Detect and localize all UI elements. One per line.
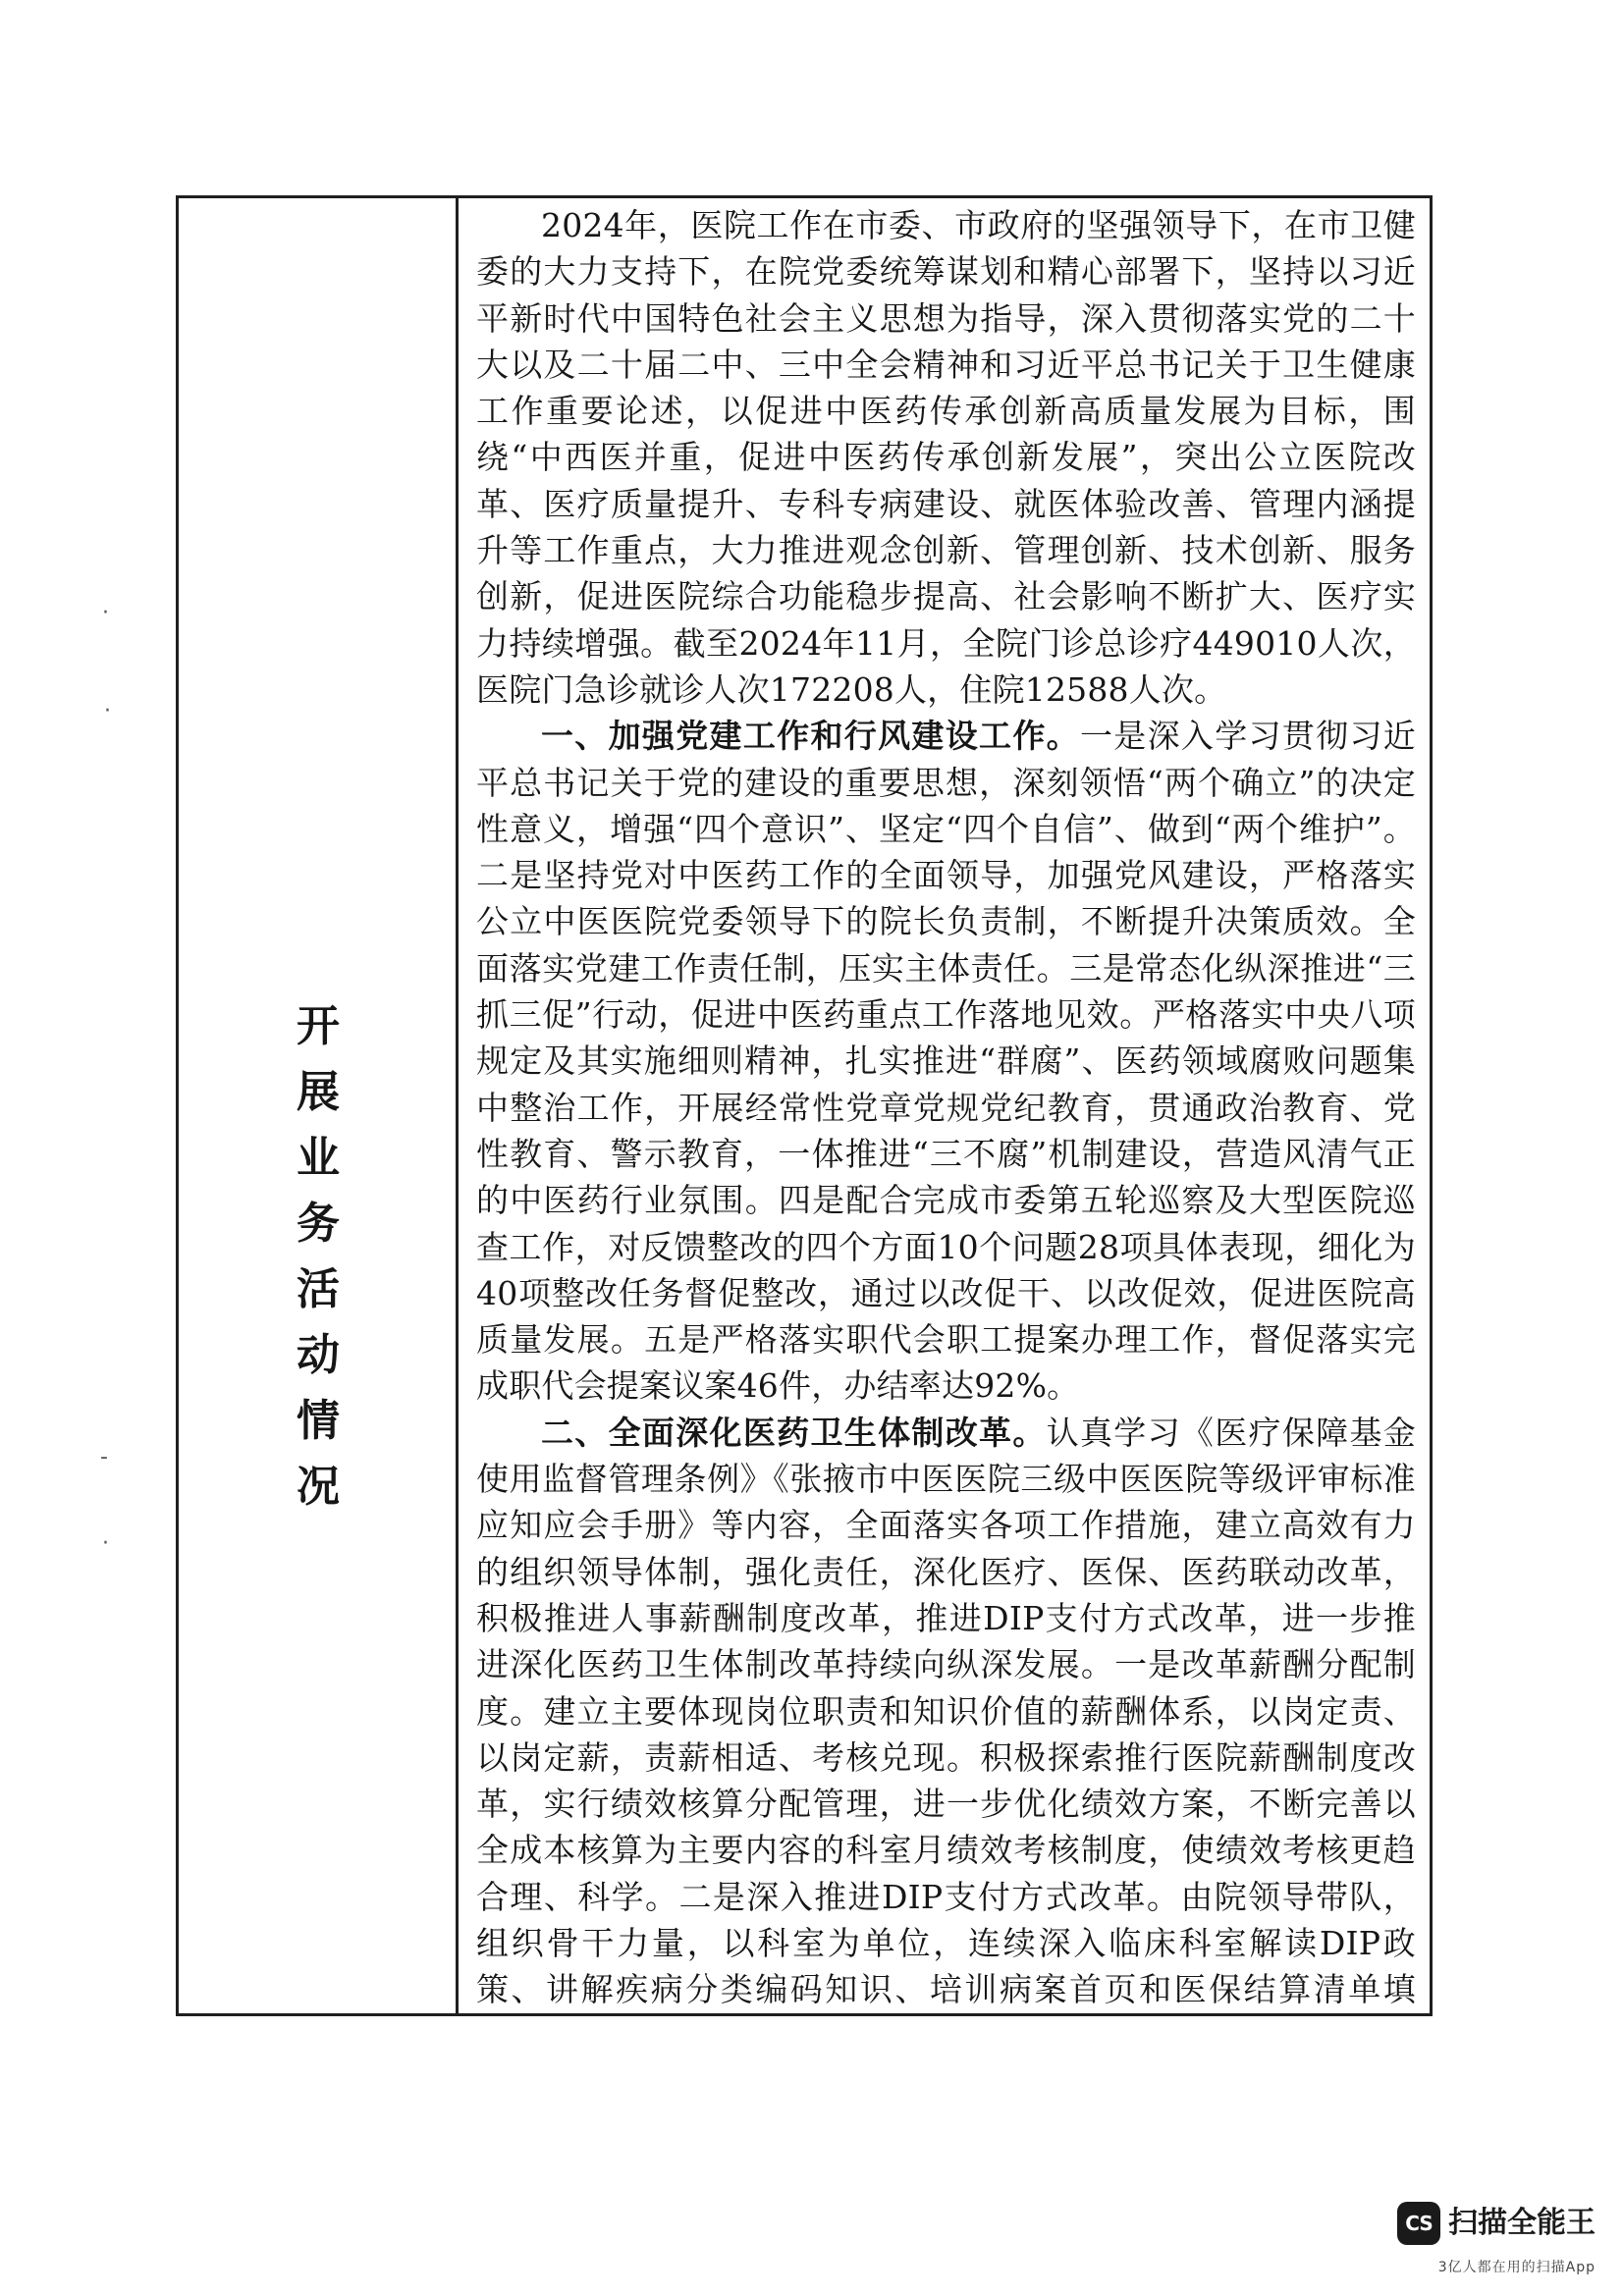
paragraph-text: 认真学习《医疗保障基金使用监督管理条例》《张掖市中医医院三级中医医院等级评审标准应知应会手册》等内容，全面落实各项工作措施，建立高效有力的组织领导体制，强化责任，深化医疗、医保、医药联动改革，积极推进人事薪酬制度改革，推进DIP支付方式改革，进一步推进深化医药卫生体制改革持续向纵深发展。一是改革薪酬分配制度。建立主要体现岗位职责和知识价值的薪酬体系，以岗定责、以岗定薪，责薪相适、考核兑现。积极探索推行医院薪酬制度改革，实行绩效核算分配管理，进一步优化绩效方案，不断完善以全成本核算为主要内容的科室月绩效考核制度，使绩效考核更趋合理、科学。二是深入推进DIP支付方式改革。由院领导带队，组织骨干力量，以科室为单位，连续深入临床科室解读DIP政策、讲解疾病分类编码知识、培训病案首页和医保结算清单填 — [476, 1413, 1417, 2009]
camscanner-logo-icon: CS — [1397, 2202, 1440, 2245]
watermark-name: 扫描全能王 — [1448, 2206, 1596, 2240]
paragraph-heading: 一、加强党建工作和行风建设工作。 — [541, 717, 1080, 756]
paragraph-heading: 二、全面深化医药卫生体制改革。 — [541, 1413, 1047, 1452]
scan-speck: · — [102, 601, 109, 625]
row-label: 开展业务活动情况 — [297, 1001, 340, 1512]
form-table — [176, 195, 1433, 2016]
scan-speck: - — [100, 1445, 108, 1469]
scan-speck: · — [104, 699, 111, 723]
content-cell — [459, 198, 1430, 2013]
watermark-text — [1448, 2207, 1596, 2240]
paragraph-text: 2024年，医院工作在市委、市政府的坚强领导下，在市卫健委的大力支持下，在院党委统筹谋划和精心部署下，坚持以习近平新时代中国特色社会主义思想为指导，深入贯彻落实党的二十大以及二十届二中、三中全会精神和习近平总书记关于卫生健康工作重要论述，以促进中医药传承创新高质量发展为目标，围绕“中西医并重，促进中医药传承创新发展”，突出公立医院改革、医疗质量提升、专科专病建设、就医体验改善、管理内涵提升等工作重点，大力推进观念创新、管理创新、技术创新、服务创新，促进医院综合功能稳步提高、社会影响不断扩大、医疗实力持续增强。截至2024年11月，全院门诊总诊疗449010人次，医院门急诊就诊人次172208人，住院12588人次。 — [476, 206, 1416, 709]
row-label-cell — [179, 198, 459, 2013]
paragraph-party-building — [476, 713, 1416, 1409]
scanner-watermark — [1397, 2202, 1596, 2245]
paragraph-reform — [476, 1410, 1416, 2013]
paragraph-intro — [476, 202, 1416, 713]
paragraph-text: 一是深入学习贯彻习近平总书记关于党的建设的重要思想，深刻领悟“两个确立”的决定性意义，增强“四个意识”、坚定“四个自信”、做到“两个维护”。二是坚持党对中医药工作的全面领导，加强党风建设，严格落实公立中医医院党委领导下的院长负责制，不断提升决策质效。全面落实党建工作责任制，压实主体责任。三是常态化纵深推进“三抓三促”行动，促进中医药重点工作落地见效。严格落实中央八项规定及其实施细则精神，扎实推进“群腐”、医药领域腐败问题集中整治工作，开展经常性党章党规党纪教育，贯通政治教育、党性教育、警示教育，一体推进“三不腐”机制建设，营造风清气正的中医药行业氛围。四是配合完成市委第五轮巡察及大型医院巡查工作，对反馈整改的四个方面10个问题28项具体表现，细化为40项整改任务督促整改，通过以改促干、以改促效，促进医院高质量发展。五是严格落实职代会职工提案办理工作，督促落实完成职代会提案议案46件，办结率达92%。 — [476, 717, 1417, 1406]
watermark-tagline: 3亿人都在用的扫描App — [1437, 2260, 1596, 2275]
scan-speck: · — [102, 1531, 109, 1556]
